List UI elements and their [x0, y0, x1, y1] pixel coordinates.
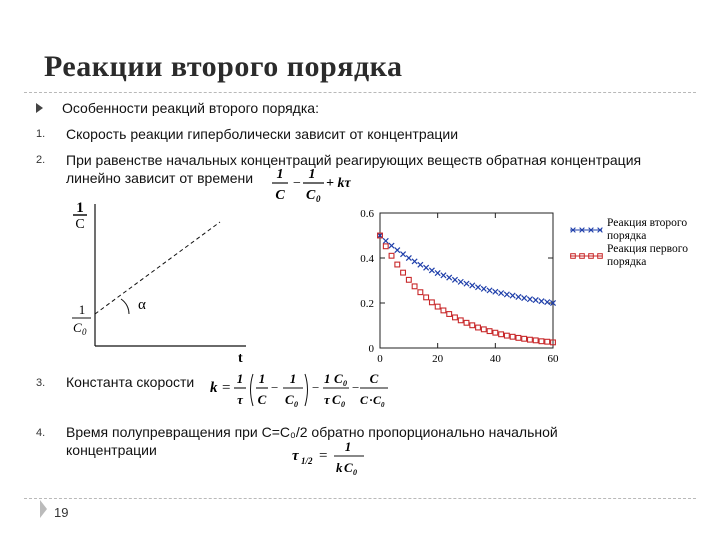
footer-divider — [24, 498, 696, 499]
series-second-order-point — [539, 299, 544, 304]
formula1-minus: − — [293, 176, 301, 191]
series-first-order-point — [435, 304, 440, 309]
formula3-den3-c: C — [360, 393, 369, 407]
diagram-angle-label: α — [138, 297, 146, 313]
x-tick-label: 20 — [432, 353, 444, 365]
formula3-den-c0: C — [332, 392, 341, 407]
series-first-order-point — [447, 312, 452, 317]
series-first-order-point — [545, 339, 550, 344]
series-second-order-point — [516, 294, 521, 299]
item-3-text: Константа скорости — [66, 374, 195, 390]
formula3-den3-dot: · — [369, 393, 374, 407]
series-second-order-point — [533, 297, 538, 302]
series-second-order-point — [400, 252, 405, 257]
formula1-c0-sub: 0 — [316, 194, 321, 204]
footer-marker-icon — [40, 500, 47, 518]
inverse-concentration-diagram — [60, 196, 270, 368]
series-second-order-point — [481, 286, 486, 291]
series-first-order-point — [458, 318, 463, 323]
y-tick-label: 0.6 — [360, 208, 374, 220]
formula1-one-b: 1 — [308, 167, 316, 182]
formula3-c0-sub-a: 0 — [294, 400, 298, 409]
series-first-order-point — [522, 336, 527, 341]
series-first-order-point — [528, 337, 533, 342]
series-second-order-point — [452, 277, 457, 282]
y-tick-label: 0 — [368, 343, 374, 355]
diagram-y0-label-den: C — [73, 320, 82, 335]
series-second-order-point — [383, 238, 388, 243]
series-first-order-point — [389, 253, 394, 258]
series-first-order-point — [533, 338, 538, 343]
formula3-den-tau: τ — [324, 392, 330, 407]
series-second-order-point — [470, 283, 475, 288]
formula1-rhs: + kτ — [326, 176, 351, 191]
diagram-y-label-den: C — [75, 217, 85, 232]
formula3-one-a: 1 — [236, 371, 244, 386]
formula3-den-c0-sub: 0 — [341, 400, 345, 409]
formula3-minus-c: − — [352, 380, 360, 395]
diagram-y0-label-sub: 0 — [82, 327, 87, 337]
half-life-formula — [290, 436, 370, 478]
legend-label-line2: порядка — [607, 256, 647, 268]
series-first-order-point — [441, 308, 446, 313]
bullet-arrow-icon — [36, 103, 43, 113]
series-second-order-point — [527, 297, 532, 302]
title-divider — [24, 92, 696, 93]
formula3-num-one: 1 — [324, 371, 331, 386]
series-second-order-point — [412, 259, 417, 264]
series-first-order-point — [470, 323, 475, 328]
legend-label-line1: Реакция второго — [607, 217, 688, 229]
series-first-order-point — [395, 262, 400, 267]
series-second-order-point — [475, 285, 480, 290]
series-second-order-point — [522, 295, 527, 300]
series-first-order-point — [493, 330, 498, 335]
legend-label-line1: Реакция первого — [607, 243, 688, 255]
formula3-one-b: 1 — [258, 371, 266, 386]
series-second-order-point — [441, 273, 446, 278]
item-1-text: Скорость реакции гиперболически зависит от концентрации — [66, 126, 459, 142]
series-second-order-point — [464, 281, 469, 286]
x-tick-label: 60 — [547, 353, 559, 365]
formula4-one: 1 — [344, 439, 352, 454]
y-tick-label: 0.2 — [360, 298, 374, 310]
formula1-c: C — [275, 188, 285, 203]
item-2-text-line1: При равенстве начальных концентраций реагирующих веществ обратная концентрация — [66, 152, 642, 168]
formula3-eq: = — [222, 380, 231, 396]
formula3-num-c0-sub: 0 — [343, 379, 347, 388]
series-second-order-point — [447, 275, 452, 280]
formula3-one-c: 1 — [289, 371, 297, 386]
series-first-order-point — [504, 333, 509, 338]
series-first-order-point — [481, 327, 486, 332]
y-tick-label: 0.4 — [360, 253, 374, 265]
series-second-order-point — [395, 248, 400, 253]
diagram-x-label: t — [238, 351, 243, 366]
formula3-minus-b: − — [312, 380, 320, 395]
x-tick-label: 0 — [377, 353, 383, 365]
series-second-order-point — [389, 243, 394, 248]
series-second-order-point — [458, 279, 463, 284]
item-1-number: 1. — [36, 128, 46, 140]
diagram-y-label-num: 1 — [76, 200, 84, 216]
formula4-tau: τ — [292, 448, 299, 464]
formula3-den3-c0-sub: 0 — [381, 401, 385, 409]
intro-text: Особенности реакций второго порядка: — [62, 100, 319, 116]
series-second-order-point — [424, 265, 429, 270]
formula1-c0: C — [306, 188, 316, 203]
formula4-c0: C — [344, 460, 353, 475]
item-4-number: 4. — [36, 427, 46, 439]
series-first-order-point — [510, 334, 515, 339]
formula4-c0-sub: 0 — [353, 468, 357, 477]
page-title: Реакции второго порядка — [44, 50, 403, 83]
series-first-order-point — [487, 329, 492, 334]
formula3-k: k — [210, 380, 218, 396]
legend-item-first-order — [570, 243, 688, 268]
formula3-num-c0: C — [334, 371, 343, 386]
item-2-number: 2. — [36, 154, 46, 166]
series-second-order-point — [487, 288, 492, 293]
series-second-order-point — [418, 262, 423, 267]
formula4-sub: 1/2 — [301, 456, 313, 466]
formula3-minus-a: − — [271, 380, 279, 395]
series-second-order-point — [499, 291, 504, 296]
concentration-chart — [350, 200, 720, 378]
series-first-order-point — [412, 284, 417, 289]
series-second-order-point — [545, 300, 550, 305]
series-first-order-point — [383, 244, 388, 249]
series-first-order-point — [406, 277, 411, 282]
item-2-text-line2: линейно зависит от времени — [66, 170, 254, 186]
x-tick-label: 40 — [489, 353, 501, 365]
angle-arc-icon — [121, 299, 129, 314]
series-first-order-point — [476, 325, 481, 330]
formula3-c0-a: C — [285, 392, 294, 407]
rate-constant-formula — [208, 368, 388, 412]
series-first-order-point — [401, 270, 406, 275]
formula3-tau-a: τ — [237, 392, 243, 407]
series-first-order-point — [539, 339, 544, 344]
series-second-order-point — [493, 289, 498, 294]
series-second-order-point — [429, 268, 434, 273]
formula3-den3-c0: C — [373, 393, 382, 407]
legend-item-second-order — [570, 217, 687, 242]
item-4-text-line1: Время полупревращения при C=C₀/2 обратно пропорционально начальной — [66, 424, 558, 440]
formula4-eq: = — [319, 448, 328, 464]
series-second-order-point — [504, 292, 509, 297]
item-3-number: 3. — [36, 377, 46, 389]
formula4-k: k — [336, 460, 343, 475]
series-first-order-point — [453, 315, 458, 320]
series-first-order-point — [516, 335, 521, 340]
formula1-one-a: 1 — [276, 167, 284, 182]
series-second-order-point — [510, 293, 515, 298]
legend-label-line2: порядка — [607, 230, 647, 242]
series-first-order-point — [499, 332, 504, 337]
series-first-order-point — [424, 295, 429, 300]
series-second-order-point — [435, 270, 440, 275]
series-first-order-point — [430, 300, 435, 305]
page-number: 19 — [54, 505, 69, 520]
item-4-text-line2: концентрации — [66, 442, 157, 458]
diagram-dashed-line — [95, 222, 220, 314]
formula3-num3: C — [369, 371, 379, 386]
series-second-order-point — [406, 255, 411, 260]
series-first-order-point — [418, 290, 423, 295]
series-first-order-point — [464, 320, 469, 325]
diagram-y0-label-num: 1 — [78, 302, 86, 317]
formula3-c: C — [257, 392, 267, 407]
